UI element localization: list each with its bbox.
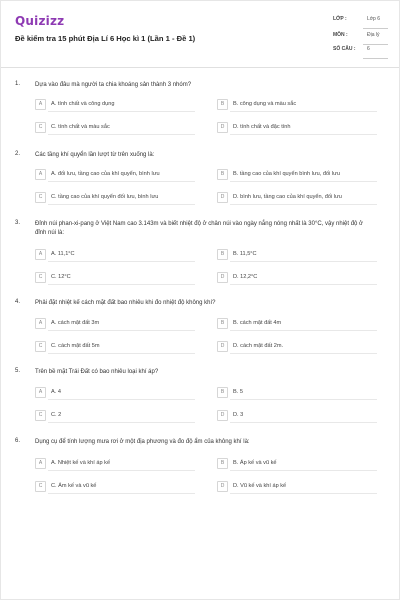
option-label: C. tính chất và màu sắc	[51, 124, 110, 130]
option-label: B. 11,5°C	[233, 251, 257, 257]
option-label: D. 3	[233, 412, 244, 418]
option-underline	[48, 493, 195, 494]
option-label: C. cách mặt đất 5m	[51, 343, 100, 349]
option-label: C. 2	[51, 412, 62, 418]
option-letter-box: C	[35, 410, 46, 421]
meta-subject-value: Địa lý	[367, 32, 380, 38]
option-letter-box: D	[217, 410, 228, 421]
option-d[interactable]	[217, 341, 377, 354]
quizizz-logo: Quizizz	[15, 14, 65, 28]
option-underline	[230, 470, 377, 471]
question-text: Phải đặt nhiệt kế cách mặt đất bao nhiêu khi đo nhiệt độ không khí?	[35, 300, 216, 306]
option-label: D. tính chất và đặc tính	[233, 124, 291, 130]
option-label: D. Vũ kế và khí áp kế	[233, 483, 287, 489]
option-letter-box: D	[217, 192, 228, 203]
option-underline	[230, 261, 377, 262]
option-label: A. tính chất và công dụng	[51, 101, 115, 107]
option-letter-box: B	[217, 318, 228, 329]
option-a[interactable]	[35, 169, 195, 182]
option-letter-box: A	[35, 249, 46, 260]
question-text: Trên bề mặt Trái Đất có bao nhiêu loại khí áp?	[35, 369, 159, 375]
option-underline	[230, 181, 377, 182]
option-c[interactable]	[35, 481, 195, 494]
option-label: C. 12°C	[51, 274, 71, 280]
option-letter-box: A	[35, 318, 46, 329]
option-letter-box: D	[217, 272, 228, 283]
option-label: B. công dụng và màu sắc	[233, 101, 297, 107]
question-text: Dụng cụ để tính lượng mưa rơi ở một địa phương và đo độ ẩm của không khí là:	[35, 439, 250, 445]
option-underline	[230, 422, 377, 423]
option-c[interactable]	[35, 410, 195, 423]
option-d[interactable]	[217, 410, 377, 423]
option-underline	[48, 261, 195, 262]
option-label: B. 5	[233, 389, 243, 395]
option-c[interactable]	[35, 122, 195, 135]
option-underline	[48, 399, 195, 400]
page-title: Đề kiểm tra 15 phút Địa Lí 6 Học kì 1 (Lần 1 - Đề 1)	[15, 34, 196, 43]
option-c[interactable]	[35, 272, 195, 285]
option-letter-box: C	[35, 341, 46, 352]
option-underline	[230, 493, 377, 494]
option-a[interactable]	[35, 249, 195, 262]
option-letter-box: B	[217, 387, 228, 398]
option-label: A. Nhiệt kế và khí áp kế	[51, 460, 111, 466]
option-label: D. 12,2°C	[233, 274, 258, 280]
option-d[interactable]	[217, 192, 377, 205]
meta-question-count	[333, 45, 388, 59]
option-underline	[48, 204, 195, 205]
option-label: D. bình lưu, tầng cao của khí quyển, đối lưu	[233, 194, 342, 200]
option-c[interactable]	[35, 341, 195, 354]
question-number: 6.	[15, 438, 21, 444]
option-letter-box: A	[35, 99, 46, 110]
option-label: A. cách mặt đất 3m	[51, 320, 100, 326]
option-label: C. Ẩm kế và vũ kế	[51, 483, 97, 489]
option-label: B. Áp kế và vũ kế	[233, 460, 277, 466]
option-letter-box: B	[217, 99, 228, 110]
option-underline	[230, 284, 377, 285]
meta-count-key: SỐ CÂU :	[333, 46, 356, 52]
question-number: 1.	[15, 81, 21, 87]
option-label: B. tầng cao của khí quyển bình lưu, đối lưu	[233, 171, 341, 177]
option-label: B. cách mặt đất 4m	[233, 320, 282, 326]
option-b[interactable]	[217, 318, 377, 331]
question-text: Dựa vào đâu mà người ta chia khoáng sản thành 3 nhóm?	[35, 82, 192, 88]
option-letter-box: C	[35, 272, 46, 283]
option-b[interactable]	[217, 387, 377, 400]
option-underline	[230, 330, 377, 331]
option-b[interactable]	[217, 249, 377, 262]
meta-count-value: 6	[367, 46, 370, 52]
option-a[interactable]	[35, 387, 195, 400]
option-label: A. đối lưu, tầng cao của khí quyển, bình lưu	[51, 171, 160, 177]
question-number: 3.	[15, 220, 21, 226]
option-letter-box: B	[217, 458, 228, 469]
meta-subject	[333, 31, 388, 45]
option-letter-box: C	[35, 122, 46, 133]
option-c[interactable]	[35, 192, 195, 205]
option-letter-box: D	[217, 122, 228, 133]
option-letter-box: D	[217, 341, 228, 352]
question-number: 4.	[15, 299, 21, 305]
option-d[interactable]	[217, 272, 377, 285]
option-label: D. cách mặt đất 2m.	[233, 343, 284, 349]
option-underline	[48, 111, 195, 112]
option-underline	[230, 353, 377, 354]
option-underline	[230, 399, 377, 400]
meta-class-value: Lớp 6	[367, 16, 381, 22]
option-d[interactable]	[217, 122, 377, 135]
header-divider	[1, 67, 399, 68]
option-letter-box: A	[35, 169, 46, 180]
option-letter-box: C	[35, 481, 46, 492]
option-underline	[48, 470, 195, 471]
option-underline	[48, 422, 195, 423]
option-b[interactable]	[217, 458, 377, 471]
meta-class-key: LỚP :	[333, 16, 347, 22]
meta-class	[333, 15, 388, 29]
option-underline	[230, 204, 377, 205]
meta-count-line	[363, 58, 388, 59]
question-text: Đỉnh núi phan-xi-pang ở Việt Nam cao 3.143m và biết nhiệt độ ở chân núi vào ngày nắng nóng nhất là 30°C, vậy nhiệt độ ở đỉnh núi là:	[35, 221, 363, 236]
meta-class-line	[363, 28, 388, 29]
option-a[interactable]	[35, 99, 195, 112]
option-b[interactable]	[217, 99, 377, 112]
option-letter-box: C	[35, 192, 46, 203]
option-underline	[48, 284, 195, 285]
option-underline	[230, 111, 377, 112]
option-letter-box: A	[35, 387, 46, 398]
question-number: 5.	[15, 368, 21, 374]
option-label: A. 4	[51, 389, 61, 395]
option-b[interactable]	[217, 169, 377, 182]
option-label: C. tầng cao của khí quyển đối lưu, bình lưu	[51, 194, 159, 200]
option-underline	[48, 181, 195, 182]
meta-subject-key: MÔN :	[333, 32, 348, 38]
question-text: Các tầng khí quyển lần lượt từ trên xuống là:	[35, 152, 155, 158]
option-letter-box: A	[35, 458, 46, 469]
option-underline	[48, 353, 195, 354]
option-underline	[230, 134, 377, 135]
option-label: A. 11,1°C	[51, 251, 75, 257]
option-underline	[48, 330, 195, 331]
option-a[interactable]	[35, 318, 195, 331]
option-underline	[48, 134, 195, 135]
option-a[interactable]	[35, 458, 195, 471]
option-letter-box: B	[217, 169, 228, 180]
option-letter-box: B	[217, 249, 228, 260]
option-d[interactable]	[217, 481, 377, 494]
option-letter-box: D	[217, 481, 228, 492]
question-number: 2.	[15, 151, 21, 157]
